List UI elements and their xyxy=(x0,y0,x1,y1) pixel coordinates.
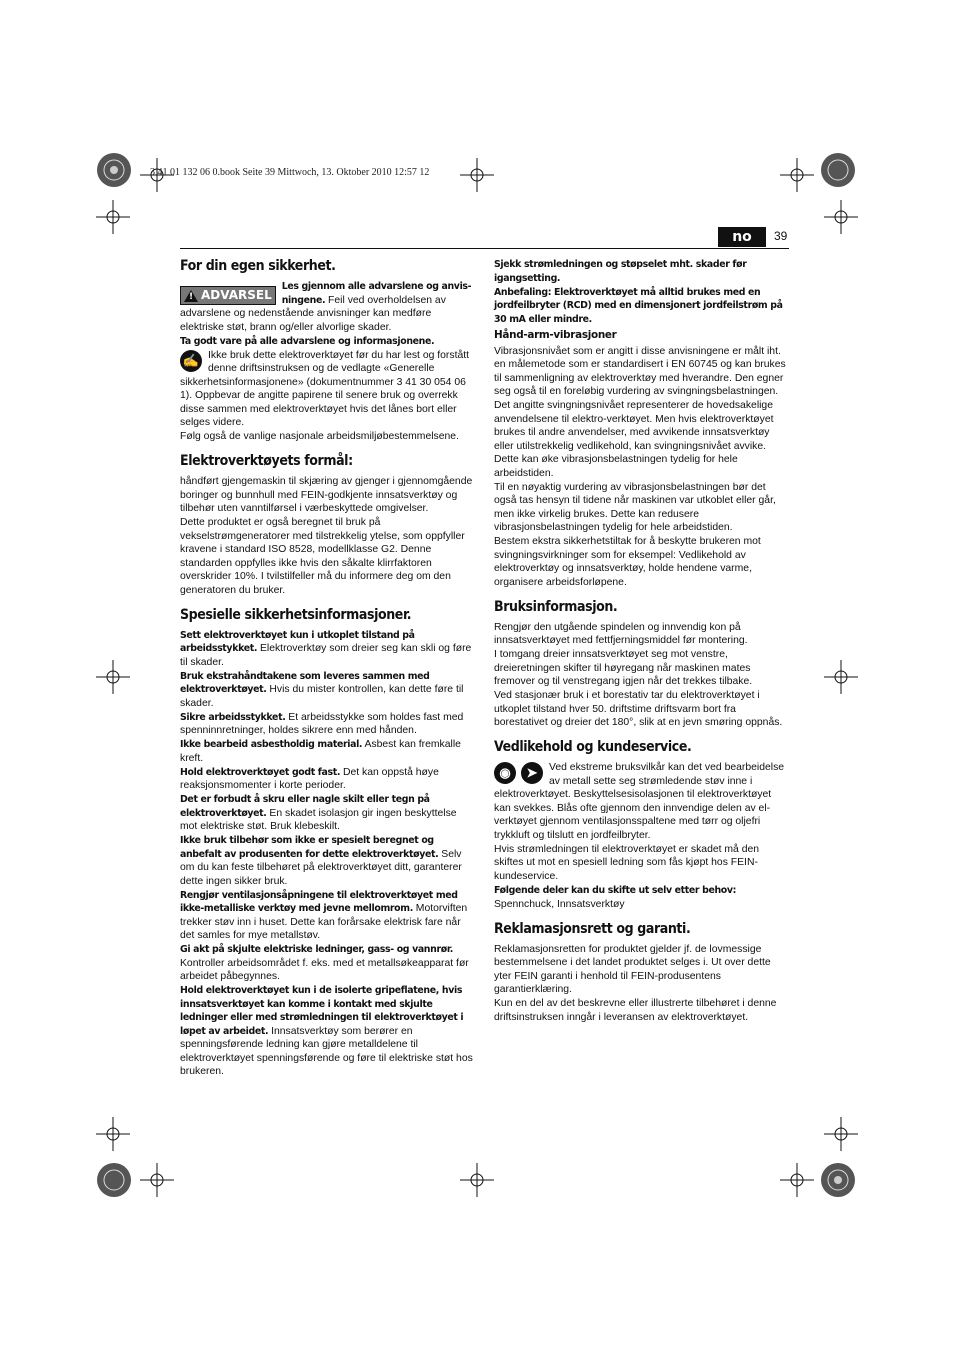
crosshair-left-lower xyxy=(96,1117,130,1151)
section-title-purpose: Elektroverktøyets formål: xyxy=(180,453,353,469)
special-safety-item-bold: Rengjør ventilasjonsåpningene til elektroverktøyet med ikke-metalliske verktøy med jevne mellomrom. xyxy=(180,889,458,914)
read-manual-block xyxy=(180,349,476,431)
special-safety-item-bold: Gi akt på skjulte elektriske ledninger, gass- og vannrør. xyxy=(180,944,453,955)
section-title-usage: Bruksinformasjon. xyxy=(494,598,618,615)
read-manual-icon: ✍ xyxy=(180,350,202,372)
special-safety-item-text: Asbest kan fremkalle kreft. xyxy=(180,739,461,764)
maintenance-icons xyxy=(494,762,543,784)
special-safety-item-text: Et arbeidsstykke som holdes fast med spenninnretninger, holdes sikrere enn med hånden. xyxy=(180,711,464,736)
purpose-text-1: håndført gjengemaskin til skjæring av gjenger i gjennomgående boringer og bunnhull med FEIN-godkjente innsatsverktøy og tilbehør uten vanntilførsel i værbeskyttede omgivelser. xyxy=(180,476,473,514)
special-safety-item xyxy=(180,889,476,943)
special-safety-item-text: Det kan oppstå høye reaksjonsmomenter i korte perioder. xyxy=(180,766,439,791)
warning-triangle-icon xyxy=(184,290,198,302)
crosshair-bottom-right xyxy=(780,1163,814,1197)
read-manual-text: Ikke bruk dette elektroverktøyet før du har lest og forstått denne driftsinstruksen og de vedlagte «Generelle sikkerhetsinformasjonene» (dokumentnummer 3 41 30 054 06 1). Oppbevar de angitte papirene til senere bruk og overrekk disse sammen med elektroverktøyet hvis det lånes bort eller selges videre. xyxy=(180,349,470,428)
registration-mark-top-right xyxy=(820,152,856,188)
usage-text-1: Rengjør den utgående spindelen og innvendig kon på innsatsverktøyet med fettfjerningsmiddel før montering. xyxy=(494,621,748,646)
special-safety-item-text: En skadet isolasjon gir ingen beskyttelse mot elektriske støt. Bruk klebeskilt. xyxy=(180,807,457,832)
national-rules-text: Følg også de vanlige nasjonale arbeidsmiljøbestemmelsene. xyxy=(180,431,459,442)
crosshair-top-right xyxy=(780,158,814,192)
special-safety-item xyxy=(180,943,476,984)
replaceable-parts-title: Følgende deler kan du skifte ut selv etter behov: xyxy=(494,884,737,896)
special-safety-item-bold: Hold elektroverktøyet kun i de isolerte gripeflatene, hvis innsatsverktøyet kan komme i kontakt med skjulte ledninger eller med strømledningen til elektroverktøyet i løpet av arbeidet. xyxy=(180,985,464,1037)
special-safety-item xyxy=(180,834,476,888)
vibration-text-4: Bestem ekstra sikkerhetstiltak for å beskytte brukeren mot svingningsvirkninger som for eksempel: Vedlikehold av elektroverktøy og innsatsverktøy, holde hendene varme, organisere arbeidsforløpene. xyxy=(494,536,761,588)
maintenance-text-2: Hvis strømledningen til elektroverktøyet er skadet må den skiftes ut mot en spesiell ledning som fås kjøpt hos FEIN-kundeservice. xyxy=(494,843,760,882)
special-safety-item xyxy=(180,629,476,670)
special-safety-item-bold: Bruk ekstrahåndtakene som leveres sammen med elektroverktøyet. xyxy=(180,670,430,695)
special-safety-item xyxy=(180,766,476,793)
special-safety-item xyxy=(180,670,476,711)
warning-block xyxy=(180,280,476,335)
special-safety-item-bold: Ikke bruk tilbehør som ikke er spesielt beregnet og anbefalt av produsenten for dette elektroverktøyet. xyxy=(180,835,439,860)
crosshair-top-center xyxy=(460,158,494,192)
crosshair-left-middle xyxy=(96,660,130,694)
registration-mark-bottom-right xyxy=(820,1162,856,1198)
warning-badge xyxy=(180,286,276,305)
warning-text: Feil ved overholdelsen av advarslene og nedenstående anvisninger kan medføre elektriske støt, brann og/eller alvorlige skader. xyxy=(180,294,446,333)
special-safety-item-bold: Hold elektroverktøyet godt fast. xyxy=(180,766,341,778)
section-title-vibration: Hånd-arm-vibrasjoner xyxy=(494,329,617,341)
registration-mark-bottom-left xyxy=(96,1162,132,1198)
maintenance-block xyxy=(494,761,790,843)
warning-bold-text: Les gjennom alle advarslene og anvis-ningene. xyxy=(281,281,472,306)
print-line: 3 41 01 132 06 0.book Seite 39 Mittwoch, 13. Oktober 2010 12:57 12 xyxy=(150,167,430,178)
vibration-text-3: Til en nøyaktig vurdering av vibrasjonsbelastningen bør det også tas hensyn til tidene når maskinen var utkoblet eller går, men ikke virkelig brukes. Dette kan redusere vibrasjonsbelastningen tydelig for hele arbeidstiden. xyxy=(494,481,776,533)
crosshair-left-upper xyxy=(96,200,130,234)
special-safety-list xyxy=(180,629,476,1079)
keep-instructions-text: Ta godt vare på alle advarslene og informasjonene. xyxy=(180,335,435,347)
special-safety-item-bold: Det er forbudt å skru eller nagle skilt eller tegn på elektroverktøyet. xyxy=(180,794,430,819)
maintenance-text-1: Ved ekstreme bruksvilkår kan det ved bearbeidelse av metall sette seg strømledende støv inne i elektroverktøyet. Beskyttelsesisolasjonen til elektroverktøyet kan svekkes. Blås ofte gjennom den innvendige delen av el-verktøyet gjennom ventilasjonsspaltene med tørr og oljefri trykkluft og tilslutt en jordfeilbryter. xyxy=(494,762,785,841)
special-safety-item-text: Selv om du kan feste tilbehøret på elektroverktøyet ditt, garanterer dette ingen sikker bruk. xyxy=(180,848,462,887)
page-number: 39 xyxy=(774,229,788,243)
rcd-recommendation-text: Anbefaling: Elektroverktøyet må alltid brukes med en jordfeilbryter (RCD) med en dimensjonert jordfeilstrøm på 30 mA eller mindre. xyxy=(494,286,783,325)
language-tag: no xyxy=(718,227,766,247)
vibration-text-2: Det angitte svingningsnivået representerer de hovedsakelige anvendelsene til elektro-verktøyet. Men hvis elektroverktøyet brukes til andre anvendelser, med avvikende innsatsverktøy eller utilstrekkelig vedlikehold, kan svingningsnivået avvike. Dette kan øke vibrasjonsbelastningen tydelig for hele arbeidstiden. xyxy=(494,400,774,479)
section-title-special-safety: Spesielle sikkerhetsinformasjoner. xyxy=(180,606,412,623)
usage-text-3: Ved stasjonær bruk i et borestativ tar du elektroverktøyet i utkoplet tilstand hver 50. driftstime driftsvarm bort fra borestativet og dreier det 180°, slik at en jevn smøring oppnås. xyxy=(494,690,783,728)
special-safety-item-bold: Sikre arbeidsstykket. xyxy=(180,711,286,723)
left-column xyxy=(180,258,476,1079)
right-column xyxy=(494,258,790,1025)
special-safety-item xyxy=(180,711,476,738)
special-safety-item-text: Elektroverktøy som dreier seg kan skli og føre til skader. xyxy=(180,643,472,668)
registration-mark-top-left xyxy=(96,152,132,188)
special-safety-item-bold: Ikke bearbeid asbestholdig material. xyxy=(180,739,363,750)
check-cable-text: Sjekk strømledningen og støpselet mht. skader før igangsetting. xyxy=(494,259,747,284)
section-title-warranty: Reklamasjonsrett og garanti. xyxy=(494,920,691,937)
section-title-safety: For din egen sikkerhet. xyxy=(180,258,336,274)
special-safety-item-text: Kontroller arbeidsområdet f. eks. med et metallsøkeapparat før arbeidet påbegynnes. xyxy=(180,957,469,982)
crosshair-right-lower xyxy=(824,1117,858,1151)
usage-text-2: I tomgang dreier innsatsverktøyet seg mot venstre, dreieretningen skifter til høyregang når maskinen mates fremover og til venstregang igjen når det trekkes tilbake. xyxy=(494,649,753,687)
special-safety-item xyxy=(180,738,476,765)
special-safety-item-text: Innsatsverktøy som berører en spenningsførende ledning kan gjøre metalldelene til elektroverktøyet spenningsførende og føre til elektriske støt hos brukeren. xyxy=(180,1025,473,1077)
crosshair-bottom-left xyxy=(140,1163,174,1197)
special-safety-item-text: Hvis du mister kontrollen, kan dette føre til skader. xyxy=(180,684,464,709)
compressed-air-icon: ➤ xyxy=(521,762,543,784)
section-title-maintenance: Vedlikehold og kundeservice. xyxy=(494,739,692,755)
crosshair-right-middle xyxy=(824,660,858,694)
special-safety-item-bold: Sett elektroverktøyet kun i utkoplet tilstand på arbeidsstykket. xyxy=(180,629,415,654)
special-safety-item xyxy=(180,793,476,834)
special-safety-item xyxy=(180,984,476,1079)
crosshair-bottom-center xyxy=(460,1163,494,1197)
crosshair-right-upper xyxy=(824,200,858,234)
warranty-text-2: Kun en del av det beskrevne eller illustrerte tilbehøret i denne driftsinstruksen inngår i leveransen av elektroverktøyet. xyxy=(494,998,777,1023)
warning-label: ADVARSEL xyxy=(201,287,272,302)
special-safety-item-text: Motorviften trekker støv inn i huset. Dette kan forårsake elektrisk fare når det samles for mye metallstøv. xyxy=(180,903,468,941)
vibration-text-1: Vibrasjonsnivået som er angitt i disse anvisningene er målt iht. en målemetode som er standardisert i EN 60745 og kan brukes til sammenligning av elektroverktøy med hverandre. Den egner seg også til en foreløbig vurdering av svingningsbelastningen. xyxy=(494,345,786,397)
warranty-text-1: Reklamasjonsretten for produktet gjelder jf. de lovmessige bestemmelsene i det landet produktet selges i. Ut over dette yter FEIN garanti i henhold til FEIN-produsentens garantierklæring. xyxy=(494,943,771,995)
header-rule xyxy=(180,248,789,249)
replaceable-parts-list: Spennchuck, Innsatsverktøy xyxy=(494,898,625,910)
safety-goggles-icon: ◉ xyxy=(494,762,516,784)
purpose-text-2: Dette produktet er også beregnet til bruk på vekselstrømgeneratorer med tilstrekkelig ytelse, som oppfyller kravene i standard ISO 8528, modellklasse G2. Denne standarden oppfylles ikke hvis den såkalte klirrfaktoren overskrider 10%. I tvilstilfeller må du informere deg om den generatoren du bruker. xyxy=(180,517,465,596)
